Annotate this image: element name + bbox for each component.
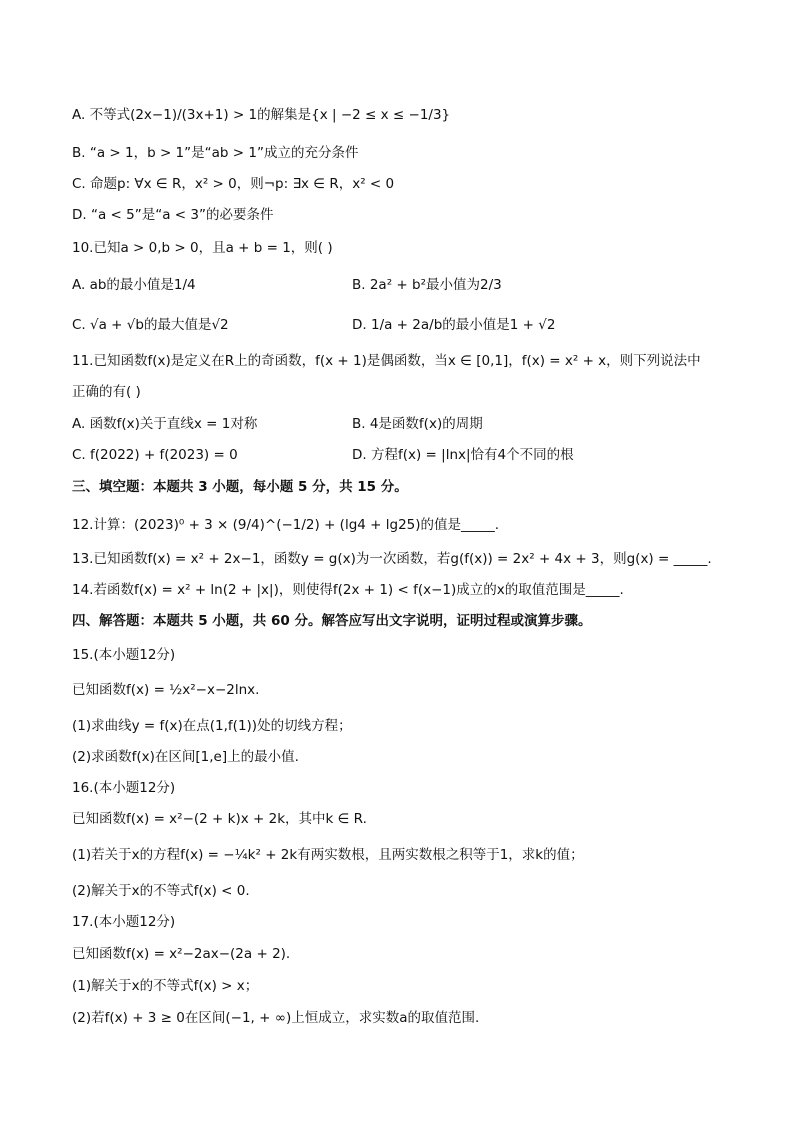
section-heading-fill: 三、填空题：本题共 3 小题，每小题 5 分，共 15 分。 — [72, 479, 408, 495]
q15-part1: (1)求曲线y = f(x)在点(1,f(1))处的切线方程； — [72, 718, 352, 734]
q11-option-a: A. 函数f(x)关于直线x = 1对称 — [72, 416, 258, 432]
q11-option-b: B. 4是函数f(x)的周期 — [352, 416, 483, 432]
q9-option-a: A. 不等式(2x−1)/(3x+1) > 1的解集是{x | −2 ≤ x ≤ −1/3} — [72, 107, 451, 123]
q16-stem: 已知函数f(x) = x²−(2 + k)x + 2k，其中k ∈ R. — [72, 811, 367, 827]
q11-option-c: C. f(2022) + f(2023) = 0 — [72, 447, 238, 463]
q14: 14.若函数f(x) = x² + ln(2 + |x|)，则使得f(2x + 1) < f(x−1)成立的x的取值范围是_____. — [72, 582, 624, 598]
q10-option-d: D. 1/a + 2a/b的最小值是1 + √2 — [352, 317, 556, 333]
q16-header: 16.(本小题12分) — [72, 780, 176, 796]
section-heading-answer: 四、解答题：本题共 5 小题，共 60 分。解答应写出文字说明，证明过程或演算步骤。 — [72, 613, 592, 629]
q11-option-d: D. 方程f(x) = |lnx|恰有4个不同的根 — [352, 447, 574, 463]
q10-option-b: B. 2a² + b²最小值为2/3 — [352, 277, 502, 293]
q17-part1: (1)解关于x的不等式f(x) > x； — [72, 978, 259, 994]
q17-stem: 已知函数f(x) = x²−2ax−(2a + 2). — [72, 946, 291, 962]
q16-part2: (2)解关于x的不等式f(x) < 0. — [72, 883, 250, 899]
q15-part2: (2)求函数f(x)在区间[1,e]上的最小值. — [72, 749, 299, 765]
q11-stem: 11.已知函数f(x)是定义在R上的奇函数，f(x + 1)是偶函数，当x ∈ [0,1]，f(x) = x² + x，则下列说法中 — [72, 353, 701, 369]
q9-option-d: D. “a < 5”是“a < 3”的必要条件 — [72, 207, 274, 223]
q16-part1: (1)若关于x的方程f(x) = −¼k² + 2k有两实数根，且两实数根之积等于1，求k的值； — [72, 847, 584, 863]
q15-stem: 已知函数f(x) = ½x²−x−2lnx. — [72, 682, 260, 698]
q17-header: 17.(本小题12分) — [72, 914, 176, 930]
q11-stem-cont: 正确的有( ) — [72, 384, 141, 400]
q10-option-a: A. ab的最小值是1/4 — [72, 277, 196, 293]
q9-option-c: C. 命题p: ∀x ∈ R，x² > 0，则¬p: ∃x ∈ R，x² < 0 — [72, 176, 395, 192]
q10-stem: 10.已知a > 0,b > 0，且a + b = 1，则( ) — [72, 240, 333, 256]
q13: 13.已知函数f(x) = x² + 2x−1，函数y = g(x)为一次函数，若g(f(x)) = 2x² + 4x + 3，则g(x) = _____. — [72, 551, 712, 567]
q10-option-c: C. √a + √b的最大值是√2 — [72, 317, 229, 333]
q9-option-b: B. “a > 1，b > 1”是“ab > 1”成立的充分条件 — [72, 145, 359, 161]
q12: 12.计算：(2023)⁰ + 3 × (9/4)^(−1/2) + (lg4 + lg25)的值是_____. — [72, 517, 500, 533]
q15-header: 15.(本小题12分) — [72, 647, 176, 663]
q17-part2: (2)若f(x) + 3 ≥ 0在区间(−1, + ∞)上恒成立，求实数a的取值范围. — [72, 1010, 480, 1026]
